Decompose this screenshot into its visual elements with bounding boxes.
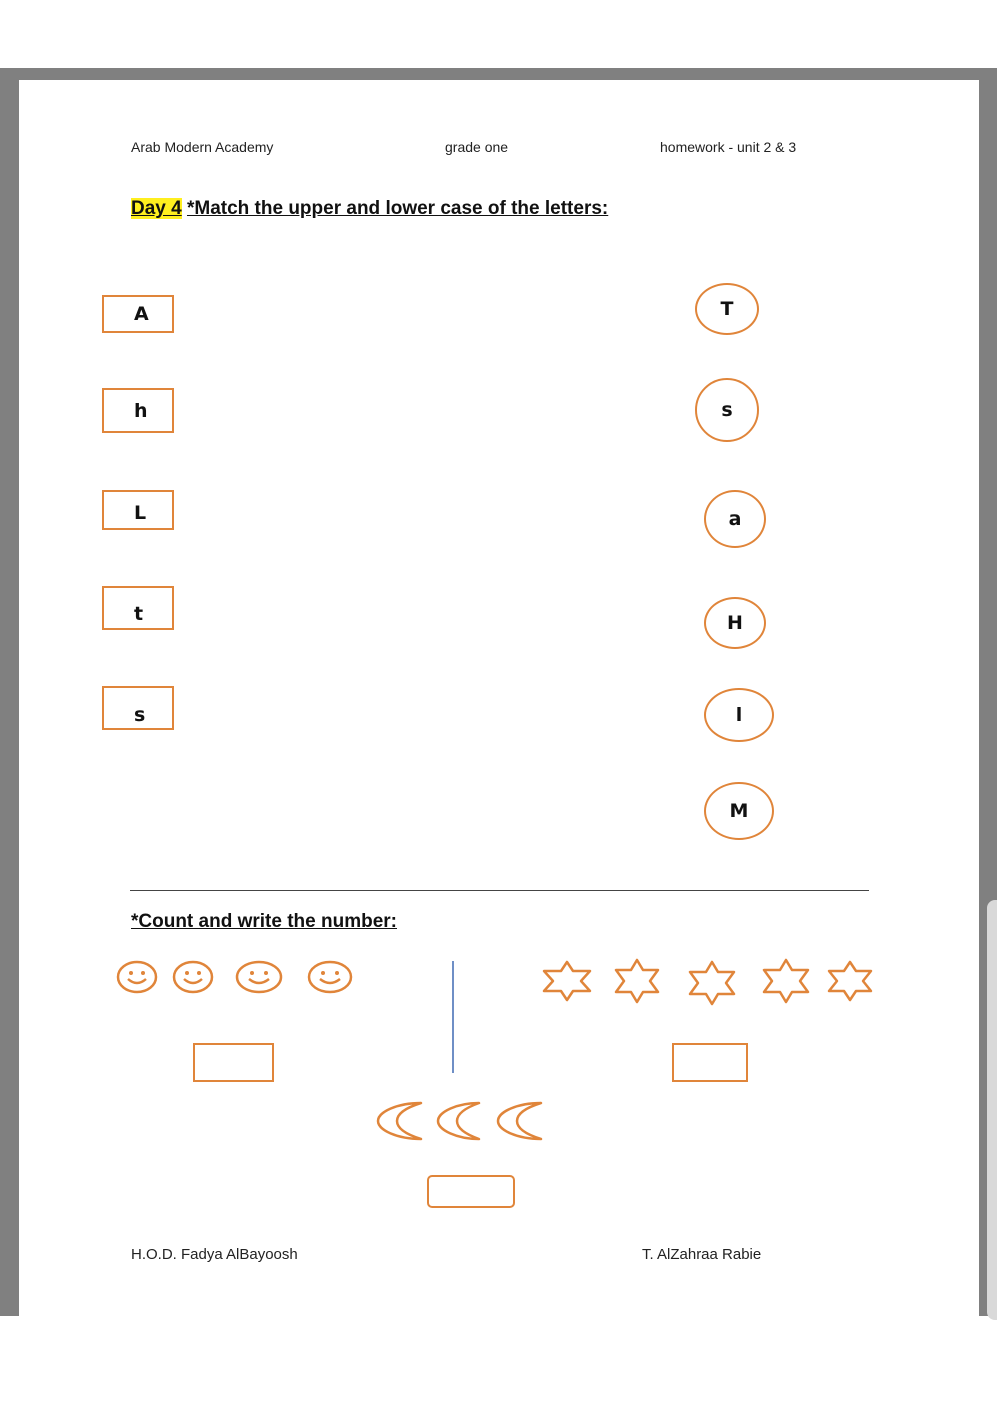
answer-box-smileys[interactable] [193,1043,274,1082]
hod-name: H.O.D. Fadya AlBayoosh [131,1246,298,1263]
six-pointed-star-icon [760,958,812,1004]
letter-box[interactable] [102,388,174,433]
day-label: Day 4 [131,198,182,219]
letter-box[interactable] [102,686,174,730]
crescent-moon-icon [495,1100,545,1142]
letter-box[interactable] [102,490,174,530]
six-pointed-star-icon [686,960,738,1006]
match-instruction: *Match the upper and lower case of the letters: [186,198,609,219]
letter-circle[interactable]: l [704,688,774,742]
section-divider [130,890,869,891]
homework-label: homework - unit 2 & 3 [660,139,797,155]
smiley-face-icon [235,959,283,995]
letter: A [134,303,149,325]
letter-box[interactable] [102,295,174,333]
letter-box[interactable] [102,586,174,630]
six-pointed-star-icon [612,958,662,1004]
teacher-name: T. AlZahraa Rabie [642,1246,762,1263]
letter: s [134,704,146,726]
crescent-moon-icon [375,1100,425,1142]
letter: h [134,400,148,422]
crescent-moon-icon [435,1100,483,1142]
school-name: Arab Modern Academy [131,139,274,155]
grade-label: grade one [445,139,509,155]
scrollbar[interactable] [987,900,997,1320]
six-pointed-star-icon [825,960,875,1002]
six-pointed-star-icon [540,960,594,1002]
smiley-face-icon [116,959,158,995]
letter: L [134,502,147,524]
answer-box-moons[interactable] [427,1175,515,1208]
letter-circle[interactable]: a [704,490,766,548]
letter-circle[interactable]: M [704,782,774,840]
smiley-face-icon [172,959,214,995]
smiley-face-icon [307,959,353,995]
letter-circle[interactable]: H [704,597,766,649]
answer-box-stars[interactable] [672,1043,748,1082]
letter: t [134,603,144,625]
exercise-title [131,198,608,220]
letter-circle[interactable]: s [695,378,759,442]
vertical-divider [452,961,454,1073]
letter-circle[interactable]: T [695,283,759,335]
count-instruction: *Count and write the number: [131,911,397,932]
